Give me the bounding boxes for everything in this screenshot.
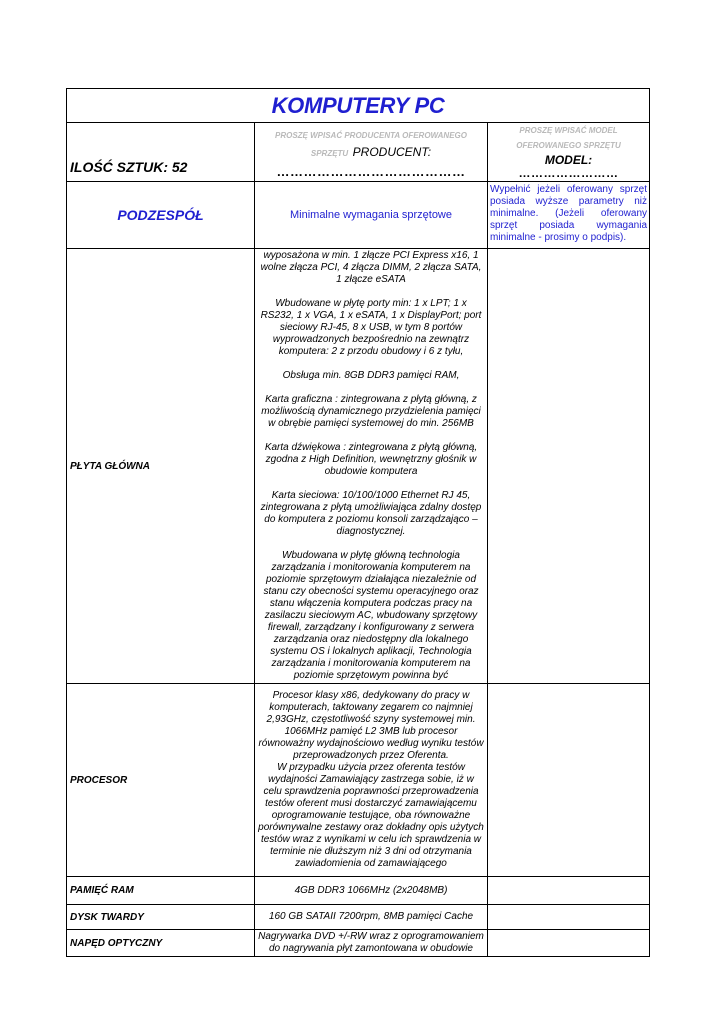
hdd-spec: 160 GB SATAII 7200rpm, 8MB pamięci Cache — [255, 905, 488, 930]
table-row — [67, 877, 650, 905]
cpu-offer-cell[interactable] — [488, 684, 650, 877]
spec-paragraph: Karta sieciowa: 10/100/1000 Ethernet RJ 45, zintegrowana z płytą umożliwiająca zdalny dostęp do komputera z poziomu konsoli zarządzająco – diagnostycznej. — [260, 490, 482, 537]
producer-fill-in-field[interactable]: …………………………………… — [276, 164, 466, 179]
optical-drive-label: NAPĘD OPTYCZNY — [67, 930, 255, 957]
table-row — [67, 905, 650, 930]
model-hint-2: OFEROWANEGO SPRZĘTU — [516, 141, 621, 150]
title-row — [67, 89, 650, 123]
model-hint-1: PROSZĘ WPISAĆ MODEL — [519, 126, 618, 135]
spec-paragraph: Karta graficzna : zintegrowana z płytą główną, z możliwością dynamicznego przydzielenia pamięci w obrębie pamięci systemowej do min. 256MB — [261, 394, 481, 429]
spec-paragraph: Wbudowane w płytę porty min: 1 x LPT; 1 x RS232, 1 x VGA, 1 x eSATA, 1 x DisplayPort; port sieciowy RJ-45, 8 x USB, w tym 8 portów wyprowadzonych bezpośrednio na zewnątrz komputera: 2 z przodu obudowy i 6 z tyłu, — [260, 298, 482, 357]
producer-hint-line — [257, 126, 485, 162]
model-label: MODEL: — [544, 153, 593, 167]
model-cell[interactable] — [488, 123, 650, 182]
producer-hint: PROSZĘ WPISAĆ PRODUCENTA OFEROWANEGO SPRZĘTU — [274, 131, 467, 158]
offer-note-cell — [488, 182, 650, 249]
table-row — [67, 249, 650, 684]
spec-paragraph: Obsługa min. 8GB DDR3 pamięci RAM, — [282, 370, 460, 381]
quantity-cell — [67, 123, 255, 182]
hdd-label: DYSK TWARDY — [67, 905, 255, 930]
spec-paragraph: Wbudowana w płytę główną technologia zarządzania i monitorowania komputerem na poziomie sprzętowym działająca niezależnie od stanu czy obecności systemu operacyjnego oraz stanu włączenia komputera podczas pracy na zasilaczu sieciowym AC, wbudowany sprzętowy firewall, zarządzany i konfigurowany z serwera zarządzania oraz niedostępny dla lokalnego systemu OS i lokalnych aplikacji, Technologia zarządzania i monitorowania komputerem na poziomie sprzętowym powinna być — [263, 550, 479, 681]
optical-drive-offer-cell[interactable] — [488, 930, 650, 957]
column-header-row — [67, 182, 650, 249]
spec-paragraph: W przypadku użycia przez oferenta testów wydajności Zamawiający zastrzega sobie, iż w celu sprawdzenia poprawności przeprowadzenia testów oferent musi dostarczyć zamawiającemu oprogramowanie testujące, oba równoważne porównywalne zestawy oraz dokładny opis użytych testów wraz z wynikami w celu ich sprawdzenia w terminie nie dłuższym niż 3 dni od otrzymania zawiadomienia od zamawiającego — [258, 762, 484, 869]
table-row — [67, 930, 650, 957]
spec-paragraph: Karta dźwiękowa : zintegrowana z płytą główną, zgodna z High Definition, wewnętrzny głośnik w obudowie komputera — [264, 442, 478, 477]
ram-label: PAMIĘĆ RAM — [67, 877, 255, 905]
model-fill-in-field[interactable]: …………………… — [518, 166, 619, 180]
title-cell — [67, 89, 650, 123]
motherboard-spec — [255, 249, 488, 684]
components-header: PODZESPÓŁ — [67, 182, 255, 249]
spec-paragraph: wyposażona w min. 1 złącze PCI Express x16, 1 wolne złącza PCI, 4 złącza DIMM, 2 złącza SATA, 1 złącze eSATA — [260, 250, 482, 285]
motherboard-label: PŁYTA GŁÓWNA — [67, 249, 255, 684]
spec-paragraph: Procesor klasy x86, dedykowany do pracy w komputerach, taktowany zegarem co najmniej 2,93GHz, częstotliwość szyny systemowej min. 1066MHz pamięć L2 3MB lub procesor równoważny wydajnościowo według wyniku testów przeprowadzonych przez Oferenta. — [258, 690, 484, 761]
document-title: KOMPUTERY PC — [271, 92, 445, 118]
min-requirements-header: Minimalne wymagania sprzętowe — [255, 182, 488, 249]
cpu-spec — [255, 684, 488, 877]
producer-label: PRODUCENT: — [352, 145, 432, 159]
offer-note: Wypełnić jeżeli oferowany sprzęt posiada wyższe parametry niż minimalne. (Jeżeli oferowany sprzęt posiada wymagania minimalne - prosimy o podpis). — [490, 184, 648, 243]
producer-cell[interactable] — [255, 123, 488, 182]
spec-table — [66, 88, 650, 957]
optical-drive-spec: Nagrywarka DVD +/-RW wraz z oprogramowaniem do nagrywania płyt zamontowana w obudowie — [255, 930, 488, 957]
ram-spec: 4GB DDR3 1066MHz (2x2048MB) — [255, 877, 488, 905]
cpu-label: PROCESOR — [67, 684, 255, 877]
producer-model-row — [67, 123, 650, 182]
table-row — [67, 684, 650, 877]
quantity-label: ILOŚĆ SZTUK: 52 — [70, 159, 188, 175]
motherboard-offer-cell[interactable] — [488, 249, 650, 684]
hdd-offer-cell[interactable] — [488, 905, 650, 930]
ram-offer-cell[interactable] — [488, 877, 650, 905]
